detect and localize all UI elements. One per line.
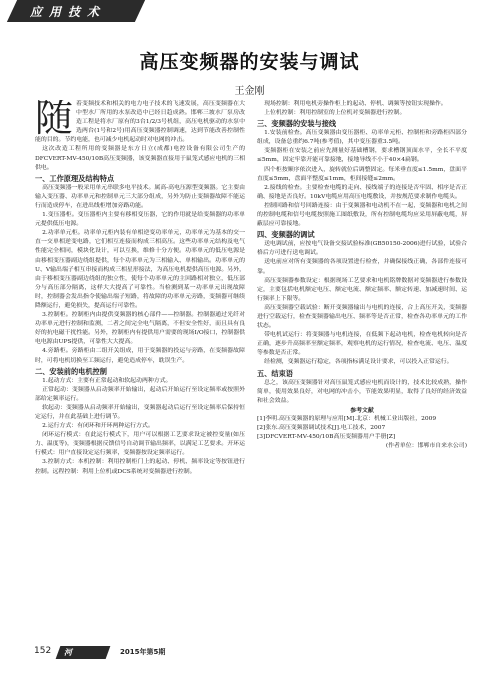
paragraph: 高压变频器一般采用单元串联多电平技术。属高-高电压源型变频器。它主要由输入变压器、功率单元和控制单元三大部分组成，另外为防止变频器故障不能运行而造成停车，在进出线柜增加旁路功能。 <box>35 184 245 209</box>
paragraph: 控制回路和信号回路连接：由于变频器和电动机不在一起，变频器和电机之间的控制电缆和信号电缆按照施工图纸敷设，所有控制电缆均应采用屏蔽电缆，屏蔽层应可靠接地。 <box>257 202 467 228</box>
paragraph: 上位机控制：利用控制室的上位机对变频器进行控制。 <box>264 110 406 117</box>
paragraph: 总之，该高压变频器针对高压鼠笼式感应电机而设计的，技术比较成熟，操作简单，使用效果良好，对电网的冲击小，节能效果明显，取得了良好的经济效益和社会效益。 <box>257 379 467 404</box>
reference-item: [1]李明.高压变频器的原理与应用[M].北京：机械工业出版社，2009 <box>257 415 437 422</box>
section-label: 应用技术 <box>30 5 107 19</box>
article-title: 高压变频器的安装与调试 <box>139 51 360 73</box>
reference-item: [3]DFCVERT-MV-450/10B高压变频器用户手册[Z] <box>257 434 396 441</box>
section-heading: 四、变频器的调试 <box>257 230 315 240</box>
paragraph: 变频器柜在安装之前应先测量好基础槽钢，要求槽钢顶面水平，全长不平度≤5mm，固定牢靠开能可靠接地，接地导线不小于40×4扁钢。 <box>257 148 467 164</box>
section-heading: 二、安装前的电机控制 <box>35 366 107 376</box>
paragraph: 带电机试运行：将变频器与电机连接，在低频下起动电机，检查电机转向是否正确，逐步升高频率至额定频率，观察电机的运行情况，检查电流、电压、温度等参数是否正常。 <box>257 332 467 357</box>
intro-paragraph: 随着变频技术和相关的电力电子技术的飞速发展，高压变频器在大中型水厂所用的水泵改造中已经日趋成熟。邯郸三坡水厂泵房改造工程是将水厂原有的3台1/2/3号机组，高压电机驱动的水泵中选两台(1号和2号)用高压变频器控制调速，达到节能改善控制性能的目的。节约电能，也可减少电机起动时对电网的冲击。 <box>35 100 245 144</box>
paragraph: 软起动：变频器从启动频率开始输出，变频器起动后运行至设定频率后保持恒定运行，并在此基础上进行调节。 <box>35 404 245 420</box>
paragraph: 1.起动方式：主要有正常起动和软起动两种方式。 <box>42 377 172 384</box>
issue-label: 2015年第5期 <box>120 648 166 656</box>
paragraph: 2.功率单元柜。功率单元柜内装有单相逆变功率单元，功率单元为基本的交一直一交单相逆变电路，它们相互连接而构成三相高压。这些功率单元结构及电气性能完全相同，模块化设计，可以互换，维修十分方便。功率单元的低压电源是由移相变压器副边绕组提供，每个功率单元为三相输入、单相输出。功率单元的U、V输出端子相互串接而构成三相星形接法，为高压电机提供高压电源。另外，由于移相变压器副边绕组的独立性，使每个功率单元的主回路相对独立，低压部分与高压部分隔离，这样大大提高了可靠性。当检测到某一功率单元出现故障时，控制器会发出指令使输出端子短路，将故障的功率单元旁路，变频器可继续降额运行，避免损失，提高运行可靠性。 <box>35 230 245 309</box>
references-label: 参考文献 <box>350 406 374 414</box>
reference-item: [2]张东.高压变频器调试技术[J].电工技术，2007 <box>257 425 386 431</box>
article-author: 王金刚 <box>234 86 265 97</box>
magazine-name: 河北企业 <box>64 648 72 690</box>
paragraph: 3.控制方式：本机控制：利用控制柜门上的起动、停机、频率设定等按钮进行控制。远程控制：利用上位机或DCS系统对变频器进行控制。 <box>35 459 245 475</box>
paragraph: 3.控制柜。控制柜内由提供变频器的核心部件——控制器。控制器通过光纤对功率单元进行控制和监测，二者之间完全电气隔离，不但安全性好，而且具有良好的抗电磁干扰性能。另外，控制柜内有提供用户需要的现场I/O接口，控制器供电电源由UPS提供，可靠性大大提高。 <box>35 312 245 346</box>
page-header <box>0 0 499 28</box>
paragraph: 2.运行方式：有闭环和开环两种运行方式。 <box>42 423 154 430</box>
paragraph: 高压变频器参数设定：根据现场工艺要求和电机铭牌数据对变频器进行参数设定，主要包括电机额定电压、额定电流、额定频率、额定转速、加减速时间、运行频率上下限等。 <box>257 277 467 302</box>
paragraph: 现场控制：利用电机旁操作柜上的起动、停机、调频等按钮实现操作。 <box>264 101 447 107</box>
references <box>257 406 467 451</box>
paragraph: 四个柜按顺序依次进入，旋转就位后调整固定。每米垂直度≤1.5mm，盘面平直度≤5mm，盘面平整度≤1mm，柜间接缝≤2mm。 <box>257 166 467 182</box>
paragraph: 经检测，变频器运行稳定，各项指标满足设计要求，可以投入正常运行。 <box>264 359 453 366</box>
paragraph: 闭环运行模式：在此运行模式下，用户可以根据工艺要求设定被控变量(如压力、温度等)，变频器根据反馈信号自动调节输出频率，以满足工艺要求。开环运行模式：用户直接设定运行频率，变频器按设定频率运行。 <box>35 432 245 457</box>
paragraph: 这次改造工程所用的变频器是东方日立(成都)电控设备有限公司生产的DFCVERT-MV-450/10B高压变频器，该变频器直接用于鼠笼式感应电机的三相供电。 <box>35 146 245 171</box>
paragraph: 4.旁路柜。旁路柜由二组开关组成，用于变频器的投运与旁路，在变频器故障时，可将电机切换至工频运行，避免造成停车，耽误生产。 <box>35 348 245 364</box>
paragraph: 送电调试前，应按电气设备交接试验标准(GB50150-2006)进行试验，试验合格后方可进行送电调试。 <box>257 241 467 257</box>
paragraph: 1.变压器柜。变压器柜内主要有移相变压器，它的作用就是给变频器的功率单元提供低压电源。 <box>35 212 245 228</box>
paragraph: 正常起动：变频器从启动频率开始输出，起动后开始运行至设定频率或按照外部给定频率运行。 <box>35 386 245 402</box>
section-heading: 一、工作原理及结构特点 <box>35 173 115 183</box>
paragraph: 高压变频器空载试验：断开变频器输出与电机的连接，合上高压开关，变频器进行空载运行，检查变频器输出电压、频率等是否正常，检查各功率单元的工作状态。 <box>257 304 467 330</box>
paragraph: 送电前应对所有变频器的各项设置进行检查，并确保接线正确，各部件连接可靠。 <box>257 259 467 275</box>
author-affiliation: (作者单位：邯郸市自来水公司) <box>385 443 467 450</box>
section-heading: 五、结束语 <box>257 368 293 378</box>
drop-cap: 随 <box>35 100 74 140</box>
page-number: 152 <box>34 646 52 656</box>
paragraph: 2.接线的检查。主要检查电缆的走向、接线端子的连接是否牢固、相序是否正确、接地是否良好。10kV电缆应用高压电缆敷设，并按规范要求制作电缆头。 <box>257 184 467 200</box>
paragraph: 1.安装前检查。高压变频器由变压器柜、功率单元柜、控制柜和旁路柜四部分组成，设备总重约6.7吨(参考值)，其中变压器重3.5吨。 <box>257 130 467 146</box>
left-column <box>35 100 245 645</box>
right-column <box>257 100 467 645</box>
section-heading: 三、变频器的安装与接线 <box>257 119 337 129</box>
